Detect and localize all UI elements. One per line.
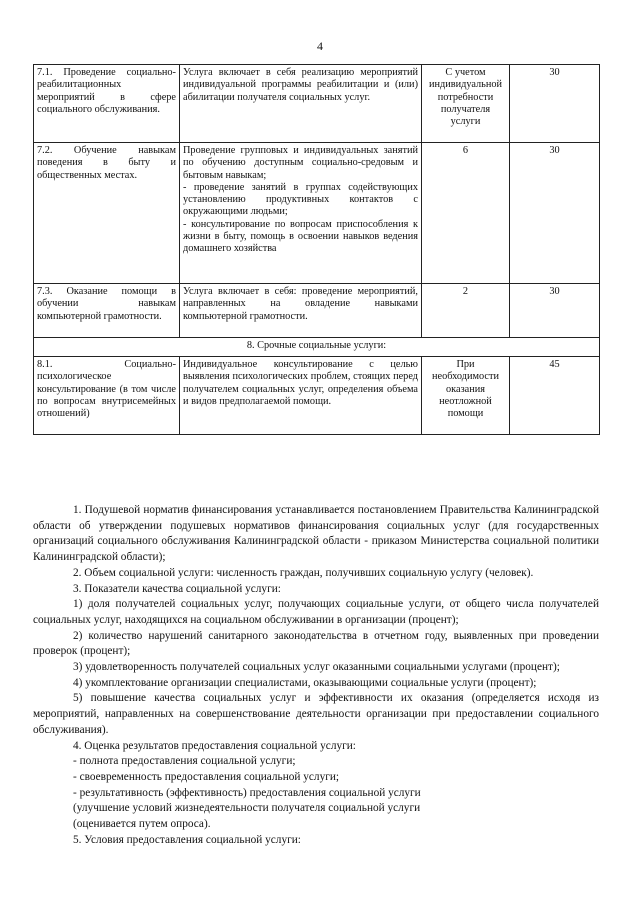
description-line: - консультирование по вопросам приспособления к жизни в быту, помощь в освоении навыков ведения домашнего хозяйства bbox=[183, 218, 418, 255]
table-row bbox=[34, 284, 600, 338]
service-volume: При необходимости оказания неотложной помощи bbox=[422, 357, 510, 435]
table-row bbox=[34, 143, 600, 284]
page-number: 4 bbox=[317, 39, 323, 53]
service-description bbox=[180, 357, 422, 435]
note-volume: 2. Объем социальной услуги: численность граждан, получивших социальную услугу (человек). bbox=[73, 566, 534, 579]
note-evaluation-heading: 4. Оценка результатов предоставления социальной услуги: bbox=[73, 739, 356, 752]
service-term: 30 bbox=[510, 143, 600, 284]
service-description bbox=[180, 65, 422, 143]
service-name: 7.3. Оказание помощи в обучении навыкам компьютерной грамотности. bbox=[34, 284, 180, 338]
note-evaluation-item: - своевременность предоставления социальной услуги; bbox=[73, 770, 340, 783]
service-description bbox=[180, 284, 422, 338]
note-conditions-heading: 5. Условия предоставления социальной услуги: bbox=[73, 833, 301, 846]
section-heading: 8. Срочные социальные услуги: bbox=[34, 338, 600, 357]
service-term: 30 bbox=[510, 65, 600, 143]
service-term: 30 bbox=[510, 284, 600, 338]
description-line: Услуга включает в себя: проведение мероприятий, направленных на овладение навыками компьютерной грамотности. bbox=[183, 286, 418, 322]
table-row bbox=[34, 357, 600, 435]
note-evaluation-item: - полнота предоставления социальной услуги; bbox=[73, 755, 296, 768]
notes-section bbox=[33, 503, 599, 848]
service-volume: С учетом индивидуальной потребности получателя услуги bbox=[422, 65, 510, 143]
note-quality-heading: 3. Показатели качества социальной услуги: bbox=[73, 582, 281, 595]
service-volume: 6 bbox=[422, 143, 510, 284]
services-table bbox=[33, 64, 600, 435]
description-line: Услуга включает в себя реализацию мероприятий индивидуальной программы реабилитации и (или) абилитации получателя социальных услуг. bbox=[183, 67, 418, 103]
description-line: Индивидуальное консультирование с целью выявления психологических проблем, стоящих перед получателем социальных услуг, определения объема и видов предполагаемой помощи. bbox=[183, 359, 418, 407]
note-financing: 1. Подушевой норматив финансирования устанавливается постановлением Правительства Калининградской области об утверждении подушевых нормативов финансирования социальных услуг (для государственных организаций социального обслуживания Калининградской области - приказом Министерства социальной политики Калининградской области); bbox=[33, 504, 599, 564]
note-evaluation-item: - результативность (эффективность) предоставления социальной услуги (улучшение условий жизнедеятельности получателя социальной услуги (оценивается путем опроса). bbox=[73, 786, 421, 831]
service-volume: 2 bbox=[422, 284, 510, 338]
note-quality-item: 4) укомплектование организации специалистами, оказывающими социальные услуги (процент); bbox=[73, 676, 537, 689]
service-description bbox=[180, 143, 422, 284]
service-name: 7.1. Проведение социально-реабилитационных мероприятий в сфере социального обслуживания. bbox=[34, 65, 180, 143]
note-quality-item: 2) количество нарушений санитарного законодательства в отчетном году, выявленных при проведении проверок (процент); bbox=[33, 629, 599, 658]
service-name: 7.2. Обучение навыкам поведения в быту и общественных местах. bbox=[34, 143, 180, 284]
note-quality-item: 3) удовлетворенность получателей социальных услуг оказанными социальными услугами (процент); bbox=[73, 661, 560, 674]
service-name: 8.1. Социально-психологическое консультирование (в том числе по вопросам внутрисемейных отношений) bbox=[34, 357, 180, 435]
table-row bbox=[34, 65, 600, 143]
note-quality-item: 1) доля получателей социальных услуг, получающих социальные услуги, от общего числа получателей социальных услуг, находящихся на социальном обслуживании в организации (процент); bbox=[33, 598, 599, 626]
note-quality-item: 5) повышение качества социальных услуг и эффективности их оказания (определяется исходя из мероприятий, направленных на совершенствование деятельности организации при предоставлении социального обслуживания). bbox=[33, 692, 599, 736]
section-heading-row bbox=[34, 338, 600, 357]
service-term: 45 bbox=[510, 357, 600, 435]
description-line: Проведение групповых и индивидуальных занятий по обучению доступным социально-средовым и бытовым навыкам; bbox=[183, 145, 418, 181]
description-line: - проведение занятий в группах содействующих установлению продуктивных контактов с окружающими людьми; bbox=[183, 181, 418, 218]
